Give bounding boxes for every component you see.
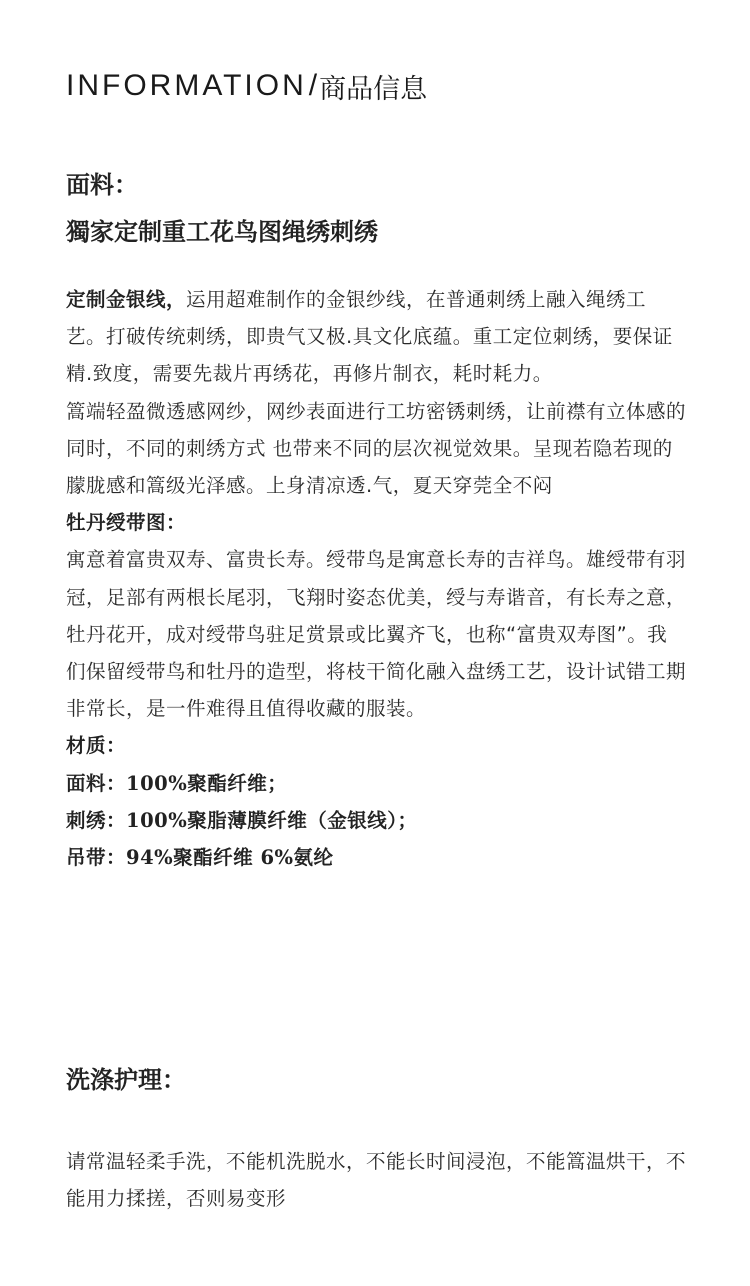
mesh-paragraph: 篙端轻盈微透感网纱，网纱表面进行工坊密锈刺绣，让前襟有立体感的同时，不同的刺绣方式 也带来不同的层次视觉效果。呈现若隐若现的朦胧感和篙级光泽感。上身清凉透.气，夏天穿莞全不闷 [66,399,687,498]
section-header [66,66,427,106]
care-instructions [66,1143,688,1217]
fabric-label: 面料： [66,170,138,199]
intro-text: 运用超难制作的金银纱线，在普通刺绣上融入绳绣工艺。打破传统刺绣，即贵气又极.具文化底蕴。重工定位刺绣，要保证精.致度，需要先裁片再绣花，再修片制衣，耗时耗力。 [66,288,673,386]
header-separator: / [308,69,318,102]
intro-paragraph [66,281,686,393]
header-title-cn: 商品信息 [319,73,428,105]
header-title-en: INFORMATION [66,69,307,102]
fabric-title: 獨家定制重工花鸟图绳绣刺绣 [66,217,378,246]
material-strap: 吊带：94%聚酯纤维 6%氨纶 [66,846,334,870]
care-text: 请常温轻柔手洗，不能机洗脱水，不能长时间浸泡，不能篙温烘干，不能用力揉搓，否则易变形 [66,1150,687,1210]
peony-paragraph: 寓意着富贵双寿、富贵长寿。绶带鸟是寓意长寿的吉祥鸟。雄绶带有羽冠，足部有两根长尾羽，飞翔时姿态优美，绶与寿谐音，有长寿之意，牡丹花开，成对绶带鸟驻足赏景或比翼齐飞，也称“富贵双寿图”。我们保留绶带鸟和牡丹的造型，将枝干简化融入盘绣工艺，设计试错工期非常长，是一件难得且值得收藏的服装。 [66,548,687,721]
care-title: 洗涤护理： [66,1065,186,1094]
intro-bold: 定制金银线， [66,288,187,311]
material-label: 材质： [66,734,127,758]
product-description [66,281,686,876]
material-embroidery: 刺绣：100%聚脂薄膜纤维（金银线）； [66,808,418,832]
peony-label: 牡丹绶带图： [66,511,187,535]
material-fabric: 面料：100%聚酯纤维； [66,771,288,795]
